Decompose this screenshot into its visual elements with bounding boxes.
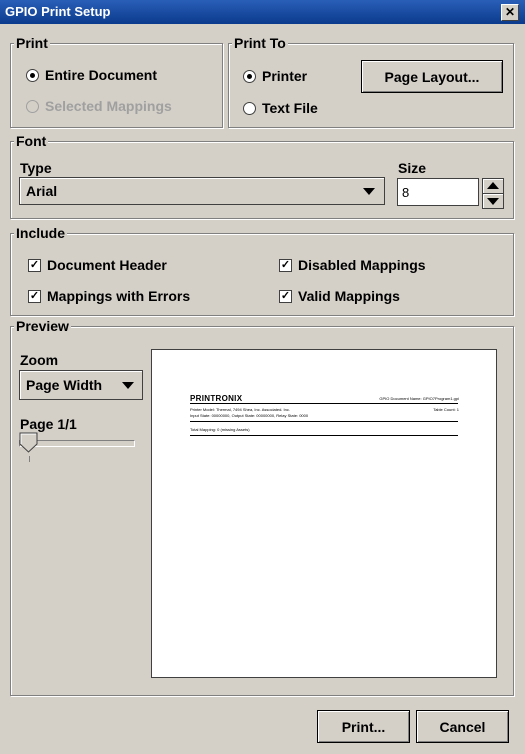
- checkmark-icon: ✓: [29, 258, 40, 271]
- valid-mappings-label: Valid Mappings: [298, 288, 400, 304]
- preview-logo: PRINTRONIX: [190, 394, 243, 403]
- printer-radio[interactable]: [243, 68, 307, 84]
- print-to-legend: Print To: [234, 35, 286, 51]
- entire-document-label: Entire Document: [45, 67, 158, 83]
- entire-document-radio[interactable]: [26, 67, 157, 83]
- zoom-combo[interactable]: [19, 370, 143, 400]
- text-file-radio[interactable]: [243, 100, 318, 116]
- document-header-checkbox[interactable]: [28, 257, 167, 273]
- slider-tick: [29, 456, 30, 462]
- chevron-down-icon: [487, 198, 499, 205]
- disabled-mappings-checkbox[interactable]: [279, 257, 426, 273]
- disabled-mappings-label: Disabled Mappings: [298, 257, 426, 273]
- text-file-label: Text File: [262, 100, 318, 116]
- chevron-down-icon: [122, 382, 134, 389]
- mappings-with-errors-checkbox[interactable]: [28, 288, 190, 304]
- print-button-label: Print...: [341, 718, 386, 735]
- slider-thumb-icon[interactable]: [19, 432, 39, 454]
- preview-line-1-right: Table Count: 1: [433, 407, 459, 412]
- chevron-up-icon: [487, 182, 499, 189]
- radio-selected-icon: [243, 70, 256, 83]
- font-size-field[interactable]: [397, 178, 479, 206]
- preview-rule-bottom: [190, 435, 458, 436]
- type-label: Type: [20, 160, 52, 176]
- preview-line-2: Input State: 00000000, Output State: 00000000, Relay State: 0000: [190, 413, 309, 418]
- valid-mappings-checkbox[interactable]: [279, 288, 400, 304]
- page-label: Page 1/1: [20, 416, 77, 432]
- spin-down-button[interactable]: [482, 193, 504, 209]
- preview-rule-top: [190, 403, 458, 404]
- font-size-value: 8: [402, 185, 410, 200]
- window-title: GPIO Print Setup: [5, 4, 111, 19]
- radio-unselected-icon: [243, 102, 256, 115]
- cancel-button-label: Cancel: [439, 718, 486, 735]
- preview-legend: Preview: [16, 318, 69, 334]
- page-layout-button[interactable]: Page Layout...: [361, 60, 503, 93]
- font-type-value: Arial: [26, 183, 58, 199]
- checkmark-icon: ✓: [280, 289, 291, 302]
- include-legend: Include: [16, 225, 66, 241]
- printer-label: Printer: [262, 68, 308, 84]
- print-legend: Print: [16, 35, 48, 51]
- title-bar: [0, 0, 525, 24]
- font-legend: Font: [16, 133, 47, 149]
- preview-rule-mid: [190, 421, 458, 422]
- zoom-label: Zoom: [20, 352, 59, 368]
- mappings-with-errors-label: Mappings with Errors: [47, 288, 191, 304]
- preview-line-1: Printer Model: Thermal, 7494 Shea, Inc. Associated. Inc.: [190, 407, 290, 412]
- spin-up-button[interactable]: [482, 178, 504, 194]
- close-icon[interactable]: ✕: [501, 4, 519, 21]
- checkmark-icon: ✓: [280, 258, 291, 271]
- zoom-value: Page Width: [26, 377, 103, 393]
- font-type-combo[interactable]: [19, 177, 385, 205]
- print-group: [10, 35, 223, 128]
- print-button[interactable]: [317, 710, 410, 743]
- selected-mappings-radio[interactable]: [26, 98, 172, 114]
- checkmark-icon: ✓: [29, 289, 40, 302]
- radio-unselected-icon: [26, 100, 39, 113]
- document-header-label: Document Header: [47, 257, 167, 273]
- preview-line-3: Total Mapping: 0 (missing Assets): [190, 427, 250, 432]
- radio-selected-icon: [26, 69, 39, 82]
- size-label: Size: [398, 160, 427, 176]
- preview-doc-name: GPIO Document Name: GPIO7Program1.gpi: [379, 396, 459, 401]
- preview-page: [151, 349, 497, 678]
- chevron-down-icon: [363, 188, 375, 195]
- selected-mappings-label: Selected Mappings: [45, 98, 172, 114]
- cancel-button[interactable]: [416, 710, 509, 743]
- page-slider[interactable]: [19, 432, 134, 462]
